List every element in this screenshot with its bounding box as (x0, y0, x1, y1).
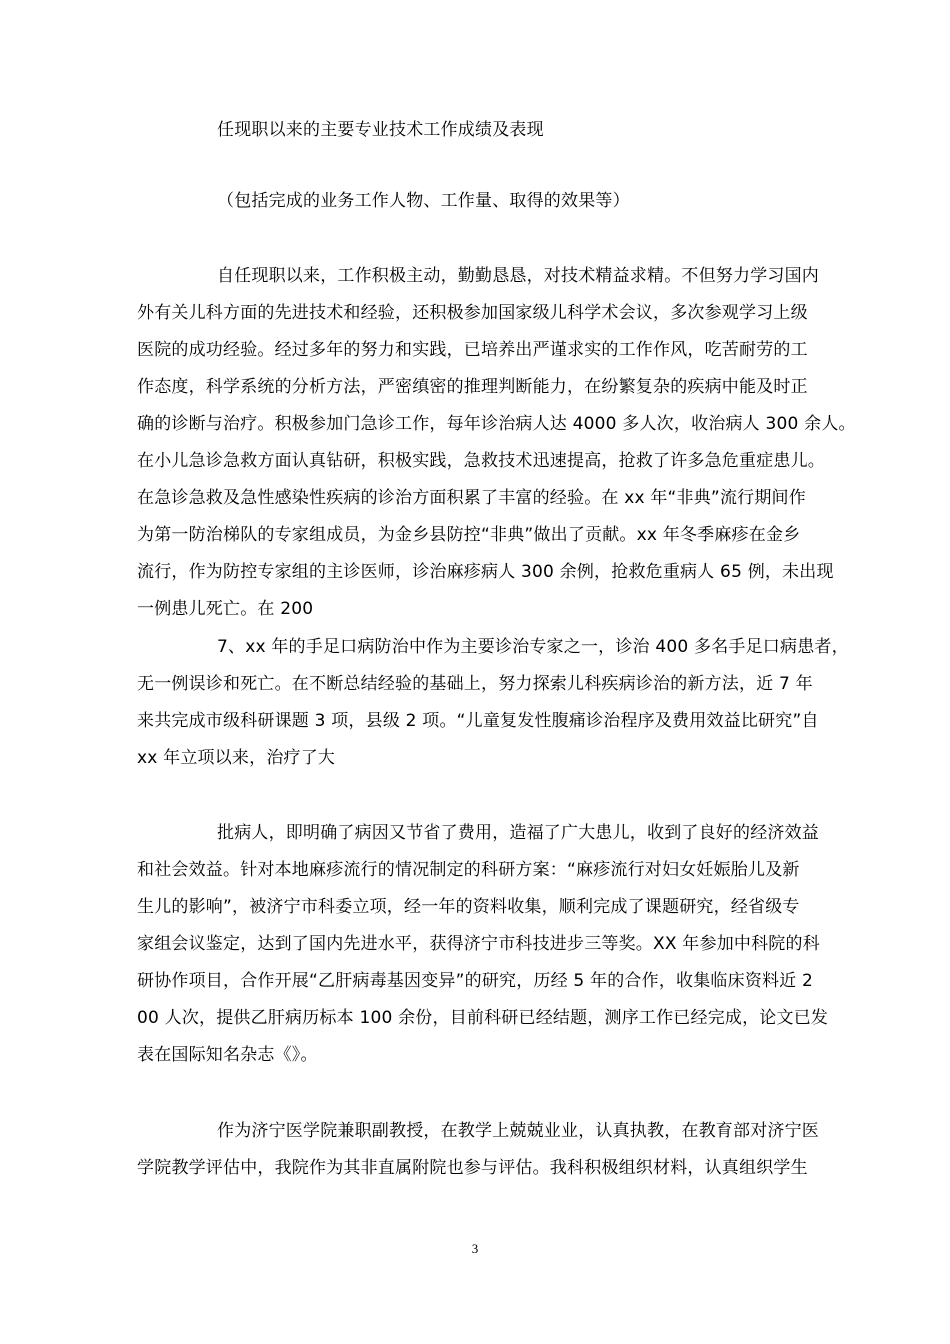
paragraph-2-line-1: 7、xx 年的手足口病防治中作为主要诊治专家之一，诊治 400 多名手足口病患者， (217, 637, 849, 657)
paragraph-1-line-4: 作态度，科学系统的分析方法，严密缜密的推理判断能力，在纷繁复杂的疾病中能及时正 (137, 377, 808, 397)
paragraph-2-line-3: 来共完成市级科研课题 3 项，县级 2 项。“儿童复发性腹痛诊治程序及费用效益比研究”自 (137, 711, 819, 731)
paragraph-3-line-4: 家组会议鉴定，达到了国内先进水平，获得济宁市科技进步三等奖。XX 年参加中科院的科 (137, 934, 820, 954)
paragraph-1-line-3: 医院的成功经验。经过多年的努力和实践，已培养出严谨求实的工作作风，吃苦耐劳的工 (137, 340, 808, 360)
paragraph-3-line-1: 批病人，即明确了病因又节省了费用，造福了广大患儿，收到了良好的经济效益 (217, 823, 819, 843)
document-heading: 任现职以来的主要专业技术工作成绩及表现 (217, 120, 544, 140)
paragraph-3-line-3: 生儿的影响”，被济宁市科委立项，经一年的资料收集，顺利完成了课题研究，经省级专 (137, 897, 800, 917)
paragraph-1-line-5: 确的诊断与治疗。积极参加门急诊工作，每年诊治病人达 4000 多人次，收治病人 300 余人。 (137, 414, 856, 434)
paragraph-1-line-6: 在小儿急诊急救方面认真钻研，积极实践，急救技术迅速提高，抢救了许多急危重症患儿。 (137, 451, 825, 471)
paragraph-3-line-2: 和社会效益。针对本地麻疹流行的情况制定的科研方案：“麻疹流行对妇女妊娠胎儿及新 (137, 860, 800, 880)
paragraph-1-line-9: 流行，作为防控专家组的主诊医师，诊治麻疹病人 300 余例，抢救危重病人 65 例，未出现 (137, 562, 834, 582)
paragraph-3-line-7: 表在国际知名杂志《》。 (137, 1045, 318, 1065)
paragraph-3-line-5: 研协作项目，合作开展“乙肝病毒基因变异”的研究，历经 5 年的合作，收集临床资料近 2 (137, 971, 814, 991)
document-subheading: （包括完成的业务工作人物、工作量、取得的效果等） (217, 191, 630, 211)
paragraph-1-line-8: 为第一防治梯队的专家组成员，为金乡县防控“非典”做出了贡献。xx 年冬季麻疹在金乡 (137, 525, 801, 545)
paragraph-4-line-1: 作为济宁医学院兼职副教授，在教学上兢兢业业，认真执教，在教育部对济宁医 (217, 1121, 819, 1141)
paragraph-1-line-1: 自任现职以来，工作积极主动，勤勤恳恳，对技术精益求精。不但努力学习国内 (217, 266, 819, 286)
paragraph-2-line-4: xx 年立项以来，治疗了大 (137, 748, 336, 768)
paragraph-1-line-7: 在急诊急救及急性感染性疾病的诊治方面积累了丰富的经验。在 xx 年“非典”流行期间作 (137, 488, 806, 508)
paragraph-4-line-2: 学院教学评估中，我院作为其非直属附院也参与评估。我科积极组织材料，认真组织学生 (137, 1158, 808, 1178)
paragraph-1-line-2: 外有关儿科方面的先进技术和经验，还积极参加国家级儿科学术会议，多次参观学习上级 (137, 303, 808, 323)
paragraph-1-line-10: 一例患儿死亡。在 200 (137, 599, 314, 619)
paragraph-3-line-6: 00 人次，提供乙肝病历标本 100 余份，目前科研已经结题，测序工作已经完成，论文已发 (137, 1008, 829, 1028)
paragraph-2-line-2: 无一例误诊和死亡。在不断总结经验的基础上，努力探索儿科疾病诊治的新方法，近 7 年 (137, 674, 813, 694)
page-number: 3 (471, 1241, 479, 1256)
